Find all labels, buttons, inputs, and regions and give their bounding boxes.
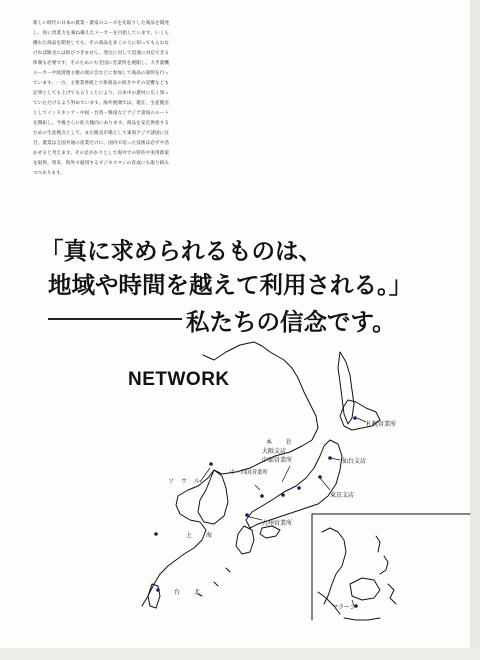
sakhalin	[338, 352, 354, 424]
dot-nagoya	[297, 486, 301, 490]
label-chugoku: 中・四国営業所	[230, 470, 268, 476]
dot-chugoku	[260, 494, 264, 498]
slogan-line-1: 「真に求められるものは、	[40, 237, 322, 265]
label-tokyo: 東京支店	[330, 492, 355, 499]
dot-kyushu	[245, 513, 249, 517]
dot-shanghai	[154, 532, 158, 536]
dot-taipei	[156, 588, 160, 592]
label-honsha-2: 社	[286, 439, 293, 446]
label-honsha-1: 本	[266, 439, 273, 446]
label-taipei: 台北	[174, 589, 215, 596]
label-osaka: 大阪支店	[262, 448, 287, 455]
inset-philippines	[376, 536, 388, 574]
label-shanghai: 上海	[186, 532, 227, 539]
dot-tokyo	[318, 475, 322, 479]
network-title: NETWORK	[128, 369, 230, 390]
kyushu	[236, 526, 254, 554]
dot-osaka	[281, 493, 285, 497]
label-sendai: 仙台支店	[342, 458, 367, 465]
shikoku	[260, 526, 280, 538]
inset-java	[344, 618, 380, 620]
leader-kyushu	[246, 516, 262, 520]
label-kyushu: 九州営業所	[262, 520, 293, 527]
slogan-line-2: 地域や時間を越えて利用される。」	[48, 271, 413, 299]
dot-sendai	[328, 456, 332, 460]
dot-seoul	[209, 462, 213, 466]
leader-honsha	[282, 466, 290, 482]
leader-tokyo	[320, 478, 330, 490]
inset-sulawesi	[388, 584, 396, 604]
intro-text: 新しい時代の日本の農業・農家のニーズを先取りした商品を開発し、高い営業力を兼ね備えたメーカーを目指しています。いくら優れた商品を開発しても、その商品を多くの人に知ってもらわなければ販売には結びつきません。発注に対して迅速に対応できる体制も必要です。そのためにも全国に営業所を展開し、大手農機メーカーや経済連主催の展示会などに参加して商品の説明を行っています。一方、主要業界紙上で新商品の紹介やその反響なども記事としても上げてもらうことにより、日本中の農村に広く知っていただけるよう努めています。海外展開では、現在、生産拠点としてインドネシア・中国・台湾・韓国などアジア諸国のルートを開拓し、今後さらに拡大傾向にあります。商品を安定供給するための生産拠点として、また販売市場として東南アジア諸国に注目。農業は万国共通の産業だけに、国内で培った技術は必ずや活かせると考えます。その足がかりとして海外での特許や実用新案を取得。将来、海外で通用するビジネスマンの育成にも取り組みつつあります。	[33, 21, 169, 176]
leader-sapporo	[357, 418, 366, 422]
inset-borneo	[350, 578, 380, 600]
dot-sapporo	[353, 416, 357, 420]
inset-indochina	[322, 528, 346, 604]
taiwan	[148, 584, 160, 608]
label-malang: マラーン	[332, 604, 356, 611]
honshu	[246, 440, 342, 528]
label-sapporo: 札幌営業所	[366, 421, 397, 428]
label-chubu: 中部営業所	[262, 457, 293, 464]
leader-chugoku	[255, 485, 260, 490]
slogan-line-3: 私たちの信念です。	[186, 308, 396, 336]
label-seoul: ソウル	[168, 478, 207, 485]
